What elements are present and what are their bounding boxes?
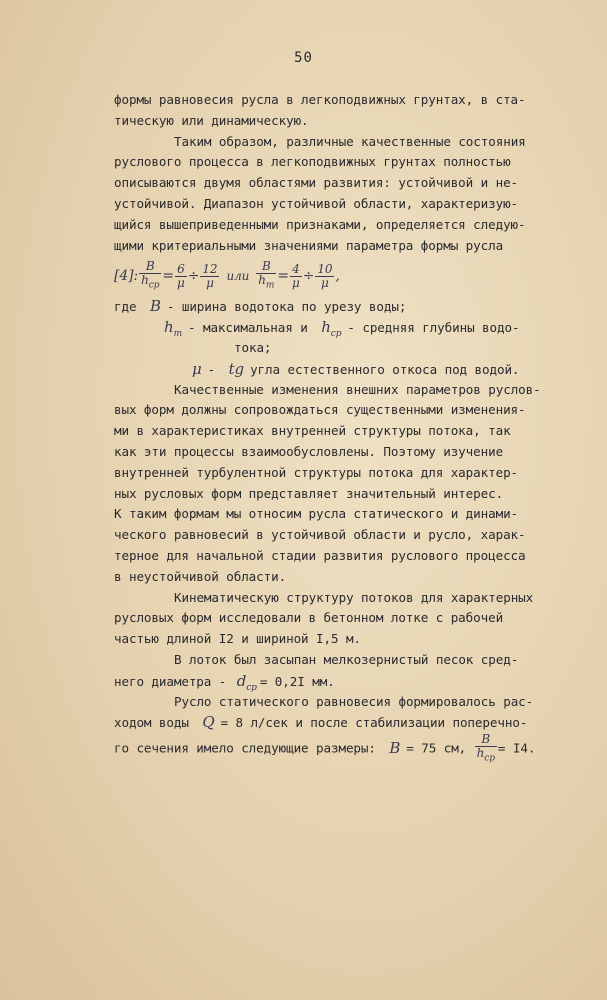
- text-line: в неустойчивой области.: [114, 568, 287, 584]
- reference: [4]:: [114, 267, 139, 284]
- criterion-formula: [4]: $\frac{B}{h_{cp}}$ = $\frac{6}{\mu}$ ÷ $\frac{12}{\mu}$ или $\frac{B}{h_m}$ = $\frac{4}{\mu}$ ÷ $\frac{10}{\mu}$ ,: [114, 259, 340, 291]
- fraction-b-hm: $\frac{B}{h_m}$: [258, 259, 275, 291]
- page-text: [114, 90, 574, 763]
- definition-h-cont: тока;: [234, 339, 272, 355]
- discharge-line: ходом воды Q = 8 л/сек и после стабилизации поперечно-: [114, 713, 528, 732]
- text-line: щийся вышеприведенными признаками, определяется следую-: [114, 216, 526, 232]
- text-line: частью длиной I2 и шириной I,5 м.: [114, 631, 361, 647]
- text-line: тическую или динамическую.: [114, 112, 309, 128]
- page-number: 50: [294, 50, 313, 66]
- fraction-b-hcp: $\frac{B}{h_{cp}}$: [141, 259, 160, 291]
- text-line: Русло статического равновесия формировалось рас-: [174, 693, 534, 709]
- definition-b: где B - ширина водотока по урезу воды;: [114, 297, 407, 316]
- text-line: как эти процессы взаимообусловлены. Поэтому изучение: [114, 443, 504, 459]
- text-line: ных русловых форм представляет значительный интерес.: [114, 485, 504, 501]
- text-line: вых форм должны сопровождаться существенными изменения-: [114, 402, 526, 418]
- text-line: описываются двумя областями развития: устойчивой и не-: [114, 175, 519, 191]
- text-line: К таким формам мы относим русла статического и динами-: [114, 506, 519, 522]
- text-line: устойчивой. Диапазон устойчивой области, характеризую-: [114, 195, 519, 211]
- sand-diameter-line: него диаметра - $d_{cp} = 0,2I$ мм.: [114, 671, 335, 693]
- fraction-b-hcp-small: $\frac{B}{h_{cp}}$: [476, 732, 495, 764]
- text-line: В лоток был засыпан мелкозернистый песок сред-: [174, 651, 519, 667]
- text-line: формы равновесия русла в легкоподвижных грунтах, в ста-: [114, 92, 526, 107]
- text-line: терное для начальной стадии развития руслового процесса: [114, 547, 526, 563]
- text-line: щими критериальными значениями параметра формы русла: [114, 237, 504, 253]
- text-line: ми в характеристиках внутренней структуры потока, так: [114, 423, 511, 439]
- text-line: руслового процесса в легкоподвижных грунтах полностью: [114, 154, 511, 170]
- text-line: ческого равновесий в устойчивой области и русло, харак-: [114, 527, 526, 543]
- text-line: Таким образом, различные качественные состояния: [174, 133, 526, 149]
- definition-mu: μ - tg угла естественного откоса под водой.: [192, 359, 520, 378]
- dimensions-line: го сечения имело следующие размеры: B = 75 см, $\frac{B}{h_{cp}}$ = I4.: [114, 732, 536, 764]
- text-line: внутренней турбулентной структуры потока для характер-: [114, 464, 519, 480]
- text-line: Кинематическую структуру потоков для характерных: [174, 589, 534, 605]
- text-line: русловых форм исследовали в бетонном лотке с рабочей: [114, 610, 504, 626]
- definition-h: $h_m$ - максимальная и $h_{cp}$ - средняя глубины водо-: [164, 318, 520, 340]
- text-line: Качественные изменения внешних параметров руслов-: [174, 381, 541, 397]
